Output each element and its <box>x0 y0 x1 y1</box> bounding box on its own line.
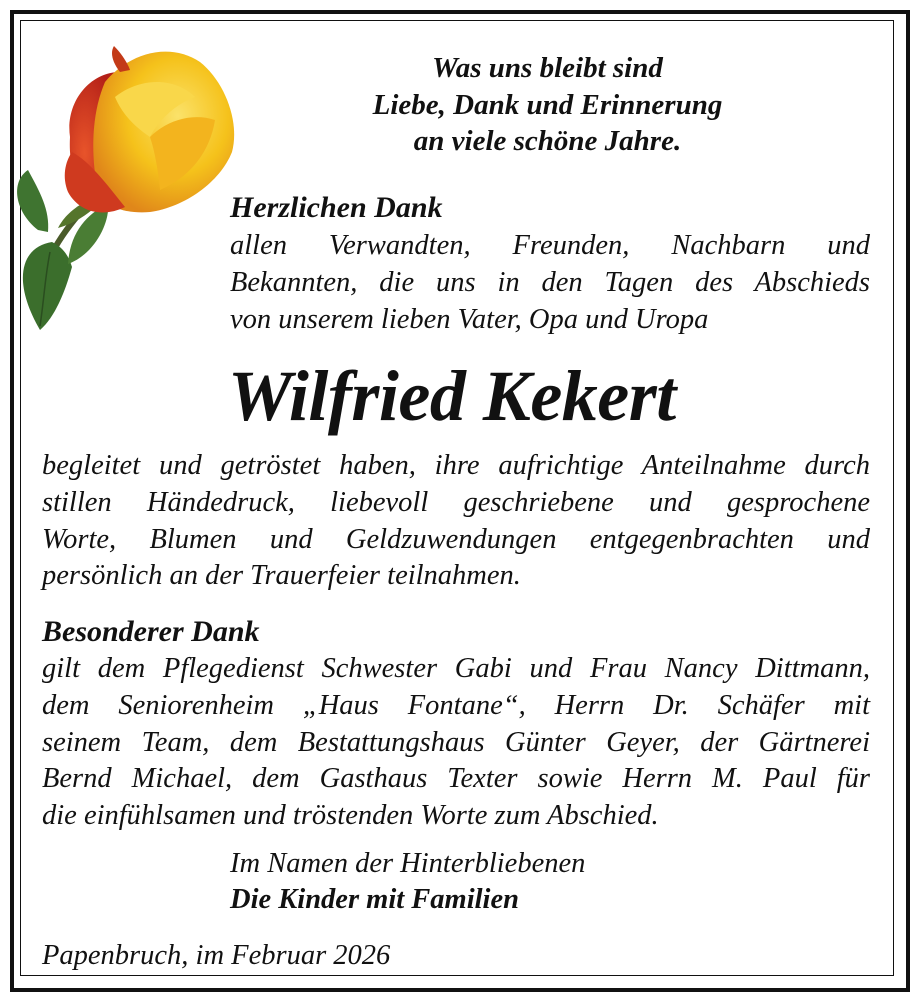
special-line: seinem Team, dem Bestattungshaus Günter Geyer, der Gärtnerei <box>42 726 870 758</box>
special-line: dem Seniorenheim „Haus Fontane“, Herrn Dr. Schäfer mit <box>42 689 870 721</box>
body-line: Worte, Blumen und Geldzuwendungen entgegenbrachten und <box>42 523 870 555</box>
thanks-line: allen Verwandten, Freunden, Nachbarn und <box>230 230 870 261</box>
thanks-line: von unserem lieben Vater, Opa und Uropa <box>230 303 709 335</box>
thanks-line: Bekannten, die uns in den Tagen des Abschieds <box>230 266 870 298</box>
place-date: Papenbruch, im Februar 2026 <box>42 940 391 971</box>
special-line: gilt dem Pflegedienst Schwester Gabi und Frau Nancy Dittmann, <box>42 653 870 684</box>
body-line: begleitet und getröstet haben, ihre aufrichtige Anteilnahme durch <box>42 450 870 481</box>
signature-line: Im Namen der Hinterbliebenen <box>230 848 586 879</box>
deceased-name: Wilfried Kekert <box>228 356 676 436</box>
motto-line: Liebe, Dank und Erinnerung <box>372 88 723 121</box>
body-line: stillen Händedruck, liebevoll geschriebene und gesprochene <box>42 486 870 518</box>
signature <box>230 846 585 918</box>
signature-family: Die Kinder mit Familien <box>230 884 519 915</box>
body-line: persönlich an der Trauerfeier teilnahmen. <box>42 560 521 592</box>
special-line: Bernd Michael, dem Gasthaus Texter sowie Herrn M. Paul für <box>42 763 870 795</box>
special-heading: Besonderer Dank <box>42 615 260 648</box>
motto-line: Was uns bleibt sind <box>432 52 663 84</box>
motto-line: an viele schöne Jahre. <box>413 125 682 157</box>
special-text <box>42 651 870 835</box>
rose-icon <box>10 42 245 334</box>
motto <box>320 50 775 160</box>
special-line: die einfühlsamen und tröstenden Worte zum Abschied. <box>42 800 659 832</box>
body-text <box>42 448 870 595</box>
thanks-heading: Herzlichen Dank <box>230 191 443 224</box>
thanks-text <box>230 228 870 338</box>
